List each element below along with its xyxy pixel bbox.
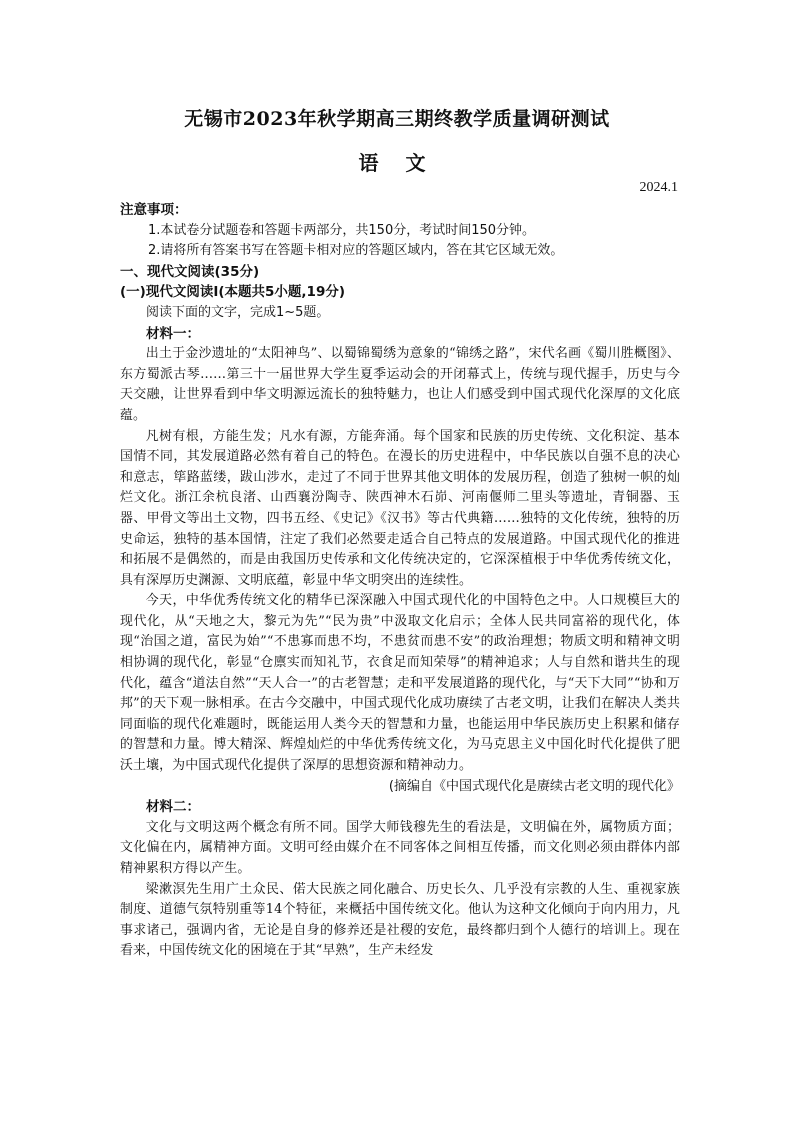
material-2-paragraph-2: 梁漱溟先生用广土众民、偌大民族之同化融合、历史长久、几乎没有宗教的人生、重视家族制度、道德气氛特别重等14个特征，来概括中国传统文化。他认为这种文化倾向于向内用力，凡事求诸己，强调内省，无论是自身的修养还是社稷的安危，最终都归到个人德行的培训上。现在看来，中国传统文化的困境在于其“早熟”，生产未经发 <box>120 881 680 959</box>
material-1-paragraph-3: 今天，中华优秀传统文化的精华已深深融入中国式现代化的中国特色之中。人口规模巨大的现代化，从“天地之大，黎元为先”“民为贵”中汲取文化启示；全体人民共同富裕的现代化，体现“治国之道，富民为始”“不患寡而患不均，不患贫而患不安”的政治理想；物质文明和精神文明相协调的现代化，彰显“仓廪实而知礼节，衣食足而知荣辱”的精神追求；人与自然和谐共生的现代化，蕴含“道法自然”“天人合一”的古老智慧；走和平发展道路的现代化，与“天下大同”“协和万邦”的天下观一脉相承。在古今交融中，中国式现代化成功赓续了古老文明，让我们在解决人类共同面临的现代化难题时，既能运用人类今天的智慧和力量，也能运用中华民族历史上积累和储存的智慧和力量。博大精深、辉煌灿烂的中华优秀传统文化，为马克思主义中国化时代化提供了肥沃土壤，为中国式现代化提供了深厚的思想资源和精神动力。 <box>120 593 680 774</box>
material-2-paragraph-1: 文化与文明这两个概念有所不同。国学大师钱穆先生的看法是，文明偏在外，属物质方面；文化偏在内，属精神方面。文明可经由媒介在不同客体之间相互传播，而文化则必须由群体内部精神累积方得以产生。 <box>120 819 680 876</box>
material-2-heading: 材料二： <box>146 799 200 816</box>
material-1-source: (摘编自《中国式现代化是赓续古老文明的现代化》 <box>388 778 680 794</box>
notice-item-1: 1.本试卷分试题卷和答题卡两部分，共150分，考试时间150分钟。 <box>148 222 536 238</box>
subject-title: 语 文 <box>358 151 436 175</box>
reading-instruction: 阅读下面的文字，完成1~5题。 <box>146 304 330 320</box>
notice-item-2: 2.请将所有答案书写在答题卡相对应的答题区域内，答在其它区域无效。 <box>148 243 564 259</box>
exam-date: 2024.1 <box>639 180 678 195</box>
section-heading: 一、现代文阅读(35分) <box>120 263 260 280</box>
material-1-paragraph-1: 出土于金沙遗址的“太阳神鸟”、以蜀锦蜀绣为意象的“锦绣之路”，宋代名画《蜀川胜概图》、东方蜀派古琴……第三十一届世界大学生夏季运动会的开闭幕式上，传统与现代握手，历史与今天交融，让世界看到中华文明源远流长的独特魅力，也让人们感受到中国式现代化深厚的文化底蕴。 <box>120 346 680 423</box>
part-heading: (一)现代文阅读Ⅰ(本题共5小题,19分) <box>120 284 346 301</box>
exam-body <box>120 200 680 962</box>
notice-heading: 注意事项： <box>120 202 188 218</box>
material-1-paragraph-2: 凡树有根，方能生发；凡水有源，方能奔涌。每个国家和民族的历史传统、文化积淀、基本国情不同，其发展道路必然有着自己的特色。在漫长的历史进程中，中华民族以自强不息的决心和意志，筚路蓝缕，跋山涉水，走过了不同于世界其他文明体的发展历程，创造了独树一帜的灿烂文化。浙江余杭良渚、山西襄汾陶寺、陕西神木石峁、河南偃师二里头等遗址，青铜器、玉器、甲骨文等出土文物，四书五经、《史记》《汉书》等古代典籍……独特的文化传统，独特的历史命运，独特的基本国情，注定了我们必然要走适合自己特点的发展道路。中国式现代化的推进和拓展不是偶然的，而是由我国历史传承和文化传统决定的，它深深植根于中华优秀传统文化，具有深厚历史渊源、文明底蕴，彰显中华文明突出的连续性。 <box>120 428 680 588</box>
material-1-heading: 材料一： <box>146 325 200 342</box>
exam-title: 无锡市2023年秋学期高三期终教学质量调研测试 <box>184 108 610 130</box>
